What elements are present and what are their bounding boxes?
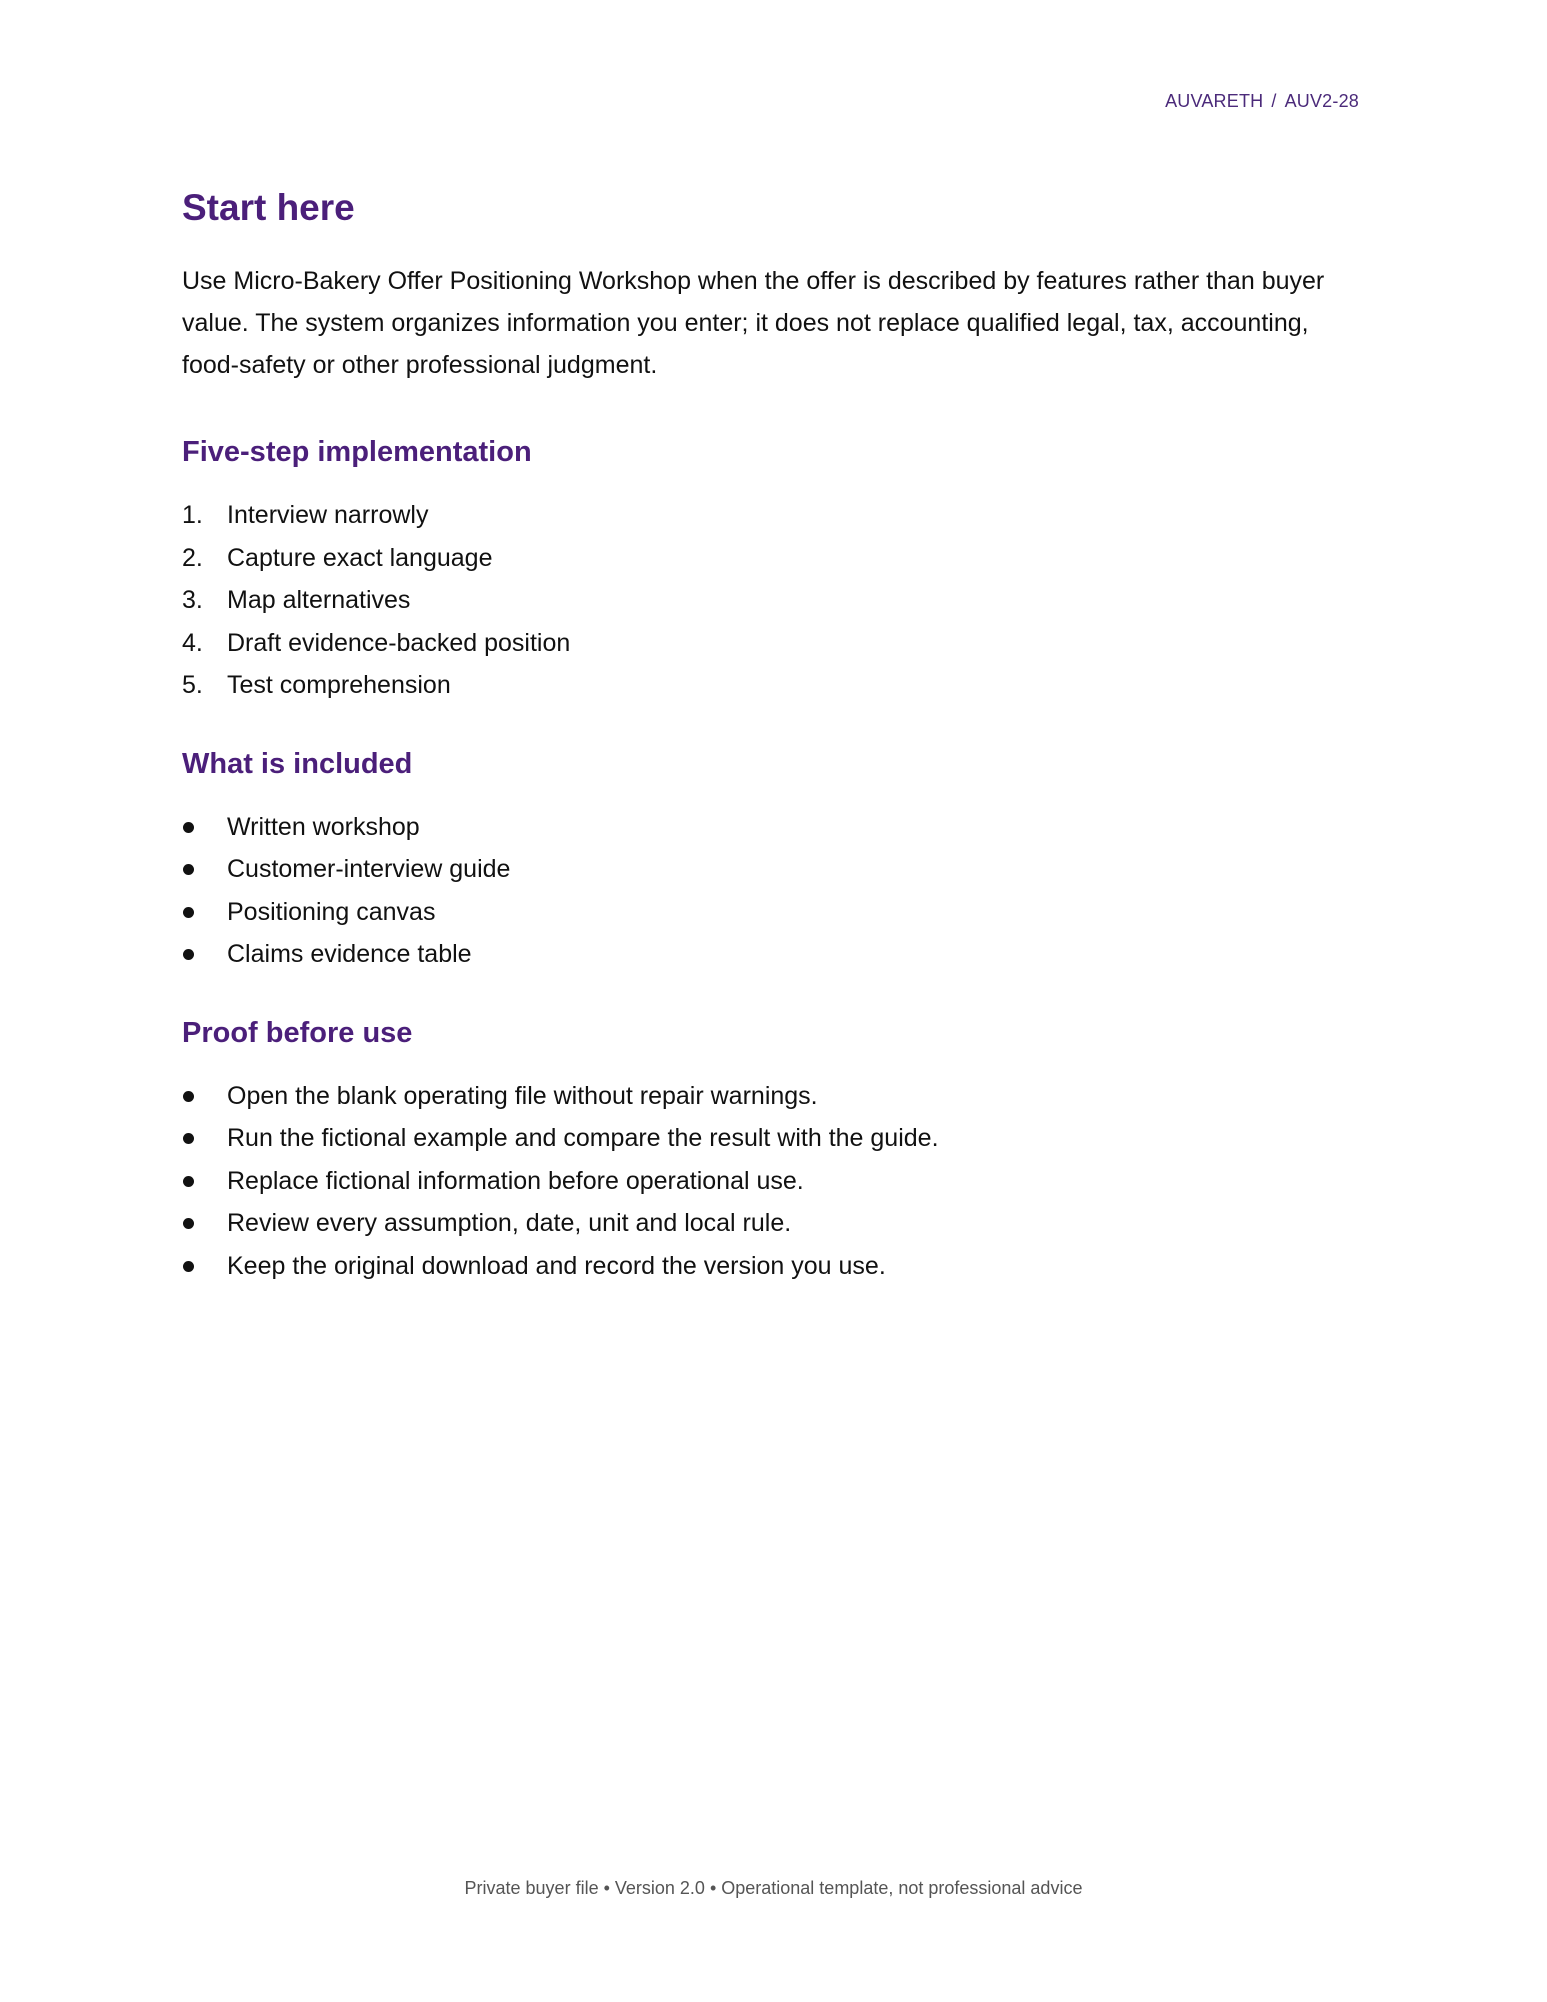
list-item-text: Replace fictional information before operational use. [227,1166,804,1195]
list-item-text: Customer-interview guide [227,855,511,883]
bullet-list [182,806,1362,976]
section-heading: What is included [182,747,413,780]
list-item [182,891,1362,934]
list-item-text: Positioning canvas [227,897,436,926]
list-item [182,1160,1362,1203]
list-item-text: Review every assumption, date, unit and local rule. [227,1209,792,1237]
section-proof [182,1013,1362,1288]
list-item [182,494,1362,537]
list-item [182,933,1362,976]
section-implementation [182,432,1362,707]
list-item [182,579,1362,622]
list-item [182,848,1362,891]
list-item [182,537,1362,580]
list-item-text: Test comprehension [227,671,451,699]
list-item [182,806,1362,849]
list-item [182,622,1362,665]
list-item-text: Draft evidence-backed position [227,628,571,657]
list-item [182,1117,1362,1160]
section-heading: Five-step implementation [182,436,532,468]
document-reference [1165,91,1359,112]
list-item-text: Run the fictional example and compare the result with the guide. [227,1124,939,1152]
reference-separator: / [1271,91,1277,111]
list-item-text: Open the blank operating file without repair warnings. [227,1081,818,1110]
list-item [182,1202,1362,1245]
list-number: 4. [182,628,203,657]
intro-paragraph: Use Micro-Bakery Offer Positioning Workshop when the offer is described by features rather than buyer value. The system organizes information you enter; it does not replace qualified legal, tax, accounting, food-safety or other professional judgment. [182,267,1325,379]
list-number: 1. [182,501,203,529]
brand-name: AUVARETH [1165,91,1264,111]
list-item [182,1075,1362,1118]
bullet-list [182,1075,1362,1288]
numbered-list [182,494,1362,707]
document-code: AUV2-28 [1284,91,1359,111]
list-item [182,664,1362,707]
list-item [182,1245,1362,1288]
list-item-text: Written workshop [227,812,420,841]
list-item-text: Claims evidence table [227,940,472,968]
list-number: 2. [182,543,203,572]
list-item-text: Map alternatives [227,586,411,614]
list-number: 5. [182,671,203,699]
page-footer: Private buyer file • Version 2.0 • Operational template, not professional advice [464,1878,1083,1898]
list-item-text: Capture exact language [227,543,493,572]
page-title: Start here [182,187,355,228]
list-item-text: Interview narrowly [227,501,429,529]
list-number: 3. [182,586,203,614]
list-item-text: Keep the original download and record the version you use. [227,1251,886,1280]
document-body [182,180,1362,1287]
section-heading: Proof before use [182,1016,413,1049]
section-included [182,744,1362,976]
